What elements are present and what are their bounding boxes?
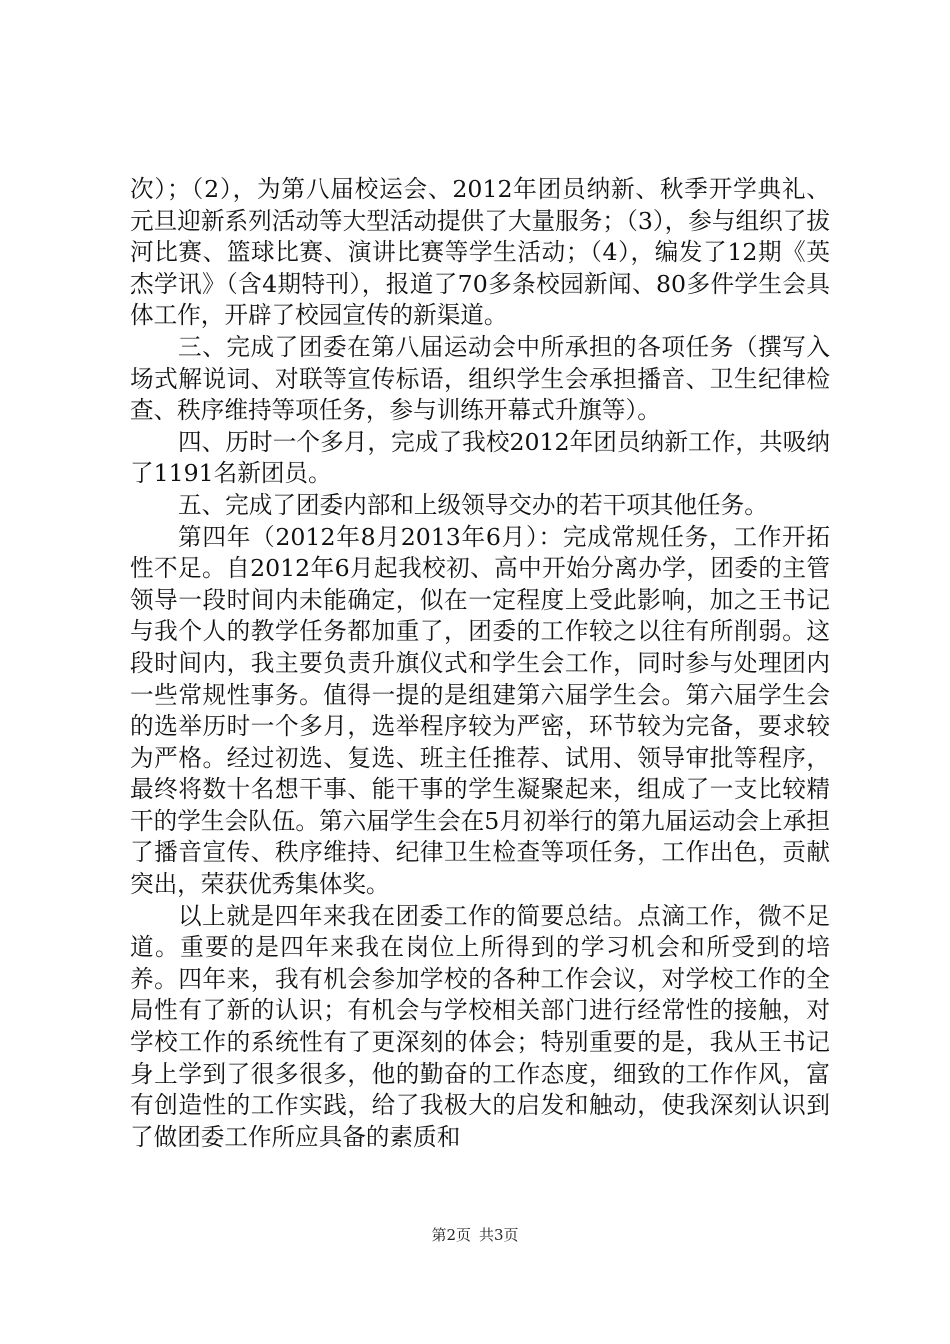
page-footer xyxy=(0,1225,950,1245)
paragraph-continued: 次）；（2），为第八届校运会、2012年团员纳新、秋季开学典礼、元旦迎新系列活动等大型活动提供了大量服务；（3），参与组织了拔河比赛、篮球比赛、演讲比赛等学生活动；（4），编发了12期《英杰学讯》（含4期特刊），报道了70多条校园新闻、80多件学生会具体工作，开辟了校园宣传的新渠道。 xyxy=(130,175,830,330)
paragraph-item-three: 三、完成了团委在第八届运动会中所承担的各项任务（撰写入场式解说词、对联等宣传标语，组织学生会承担播音、卫生纪律检查、秩序维持等项任务，参与训练开幕式升旗等）。 xyxy=(130,332,830,425)
page-total: 共3页 xyxy=(479,1226,519,1244)
paragraph-item-four: 四、历时一个多月，完成了我校2012年团员纳新工作，共吸纳了1191名新团员。 xyxy=(130,427,830,488)
paragraph-item-five: 五、完成了团委内部和上级领导交办的若干项其他任务。 xyxy=(178,490,768,519)
paragraph-summary: 以上就是四年来我在团委工作的简要总结。点滴工作，微不足道。重要的是四年来我在岗位上所得到的学习机会和所受到的培养。四年来，我有机会参加学校的各种工作会议，对学校工作的全局性有了新的认识；有机会与学校相关部门进行经常性的接触，对学校工作的系统性有了更深刻的体会；特别重要的是，我从王书记身上学到了很多很多，他的勤奋的工作态度，细致的工作作风，富有创造性的工作实践，给了我极大的启发和触动，使我深刻认识到了做团委工作所应具备的素质和 xyxy=(130,901,830,1151)
paragraph-fourth-year: 第四年（2012年8月2013年6月）：完成常规任务，工作开拓性不足。自2012年6月起我校初、高中开始分离办学，团委的主管领导一段时间内未能确定，似在一定程度上受此影响，加之王书记与我个人的教学任务都加重了，团委的工作较之以往有所削弱。这段时间内，我主要负责升旗仪式和学生会工作，同时参与处理团内一些常规性事务。值得一提的是组建第六届学生会。第六届学生会的选举历时一个多月，选举程序较为严密，环节较为完备，要求较为严格。经过初选、复选、班主任推荐、试用、领导审批等程序，最终将数十名想干事、能干事的学生凝聚起来，组成了一支比较精干的学生会队伍。第六届学生会在5月初举行的第九届运动会上承担了播音宣传、秩序维持、纪律卫生检查等项任务，工作出色，贡献突出，荣获优秀集体奖。 xyxy=(130,522,830,899)
page-number: 第2页 xyxy=(431,1226,471,1244)
document-body xyxy=(130,174,830,1153)
